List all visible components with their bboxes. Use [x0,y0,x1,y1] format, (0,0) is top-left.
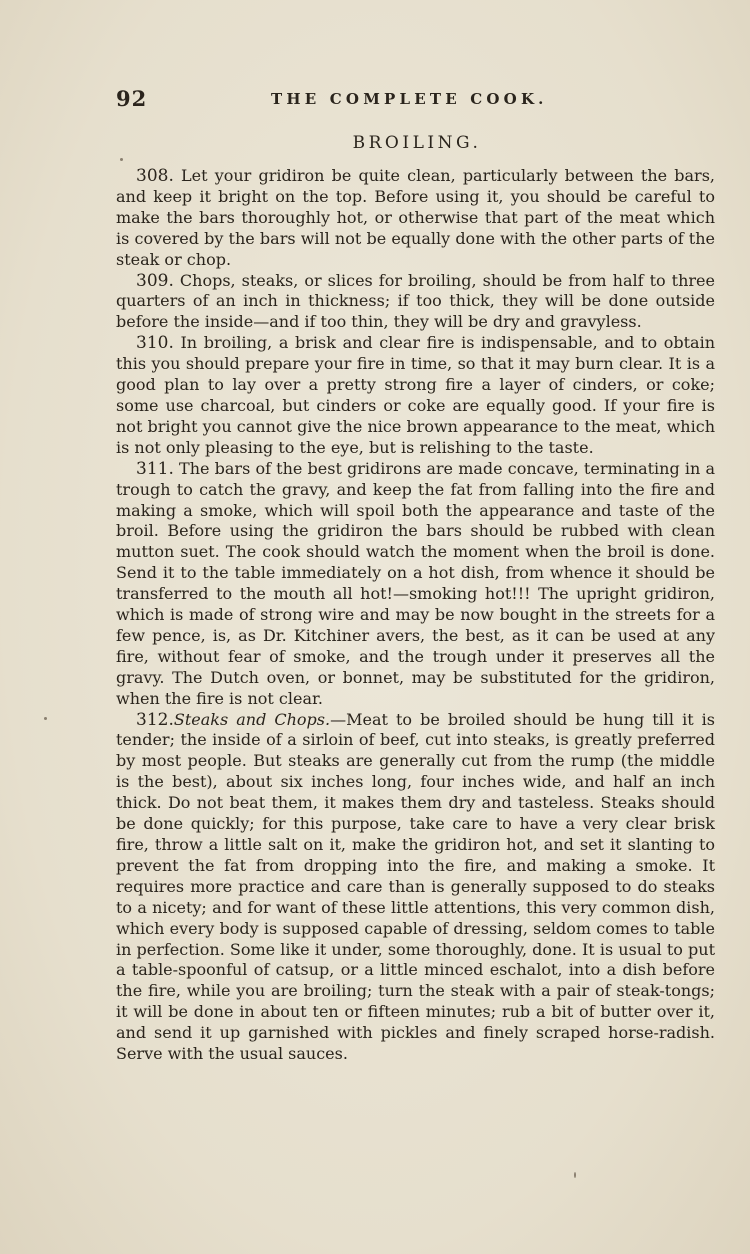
paragraph-text: Let your gridiron be quite clean, particularly between the bars, and keep it bright on the top. Before using it, you should be careful to make the bars thoroughly hot, or otherwise that part of the meat which is covered by the bars will not be equally done with the other parts of the steak or chop. [116,166,715,269]
paragraph-311 [116,459,715,710]
paragraph-312 [116,710,715,1065]
paragraph-text: Chops, steaks, or slices for broiling, should be from half to three quarters of an inch in thickness; if too thick, they will be done outside before the inside—and if too thin, they will be dry and gravyless. [116,270,715,332]
paragraph-number: 308. [136,166,174,186]
page-number: 92 [116,86,148,111]
paragraph-text: The bars of the best gridirons are made concave, terminating in a trough to catch the gravy, and keep the fat from falling into the fire and making a smoke, which will spoil both the appearance and taste of the broil. Before using the gridiron the bars should be rubbed with clean mutton suet. The cook should watch the moment when the broil is done. Send it to the table immediately on a hot dish, from whence it should be transferred to the mouth all hot!—smoking hot!!! The upright gridiron, which is made of strong wire and may be now bought in the streets for a few pence, is, as Dr. Kitchiner avers, the best, as it can be used at any fire, without fear of smoke, and the trough under it preserves all the gravy. The Dutch oven, or bonnet, may be substituted for the gridiron, when the fire is not clear. [116,458,715,708]
paragraph-number: 310. [136,333,174,354]
paragraph-310 [116,333,715,458]
running-title: THE COMPLETE COOK. [271,90,548,108]
body-text [116,166,715,1065]
section-heading: BROILING. [352,133,482,153]
page-header [116,86,718,116]
paragraph-text: —Meat to be broiled should be hung till it is tender; the inside of a sirloin of beef, cut into steaks, is greatly preferred by most people. But steaks are generally cut from the rump (the middle is the best), about six inches long, four inches wide, and half an inch thick. Do not beat them, it makes them dry and tasteless. Steaks should be done quickly; for this purpose, take care to have a very clear brisk fire, throw a little salt on it, make the gridiron hot, and set it slanting to prevent the fat from dropping into the fire, and making a smoke. It requires more practice and care than is generally supposed to do steaks to a nicety; and for want of these little attentions, this very common dish, which every body is supposed capable of dressing, seldom comes to table in perfection. Some like it under, some thoroughly, done. It is usual to put a table-spoonful of catsup, or a little minced eschalot, into a dish before the fire, while you are broiling; turn the steak with a pair of steak-tongs; it will be done in about ten or fifteen minutes; rub a bit of butter over it, and send it up garnished with pickles and finely scraped horse-radish. Serve with the usual sauces. [116,709,716,1064]
paper-speck [44,717,47,720]
paper-speck [120,158,123,161]
paragraph-number: 309. [136,270,174,291]
paragraph-number: 312. [136,709,174,730]
paper-speck [574,1172,576,1178]
paragraph-309 [116,271,715,334]
paragraph-lead-italic: Steaks and Chops. [173,709,331,729]
paragraph-text: In broiling, a brisk and clear fire is indispensable, and to obtain this you should prepare your fire in time, so that it may burn clear. It is a good plan to lay over a pretty strong fire a layer of cinders, or coke; some use charcoal, but cinders or coke are equally good. If your fire is not bright you cannot give the nice brown appearance to the meat, which is not only pleasing to the eye, but is relishing to the taste. [116,333,715,457]
paragraph-308 [116,166,715,271]
paragraph-number: 311. [136,458,174,479]
